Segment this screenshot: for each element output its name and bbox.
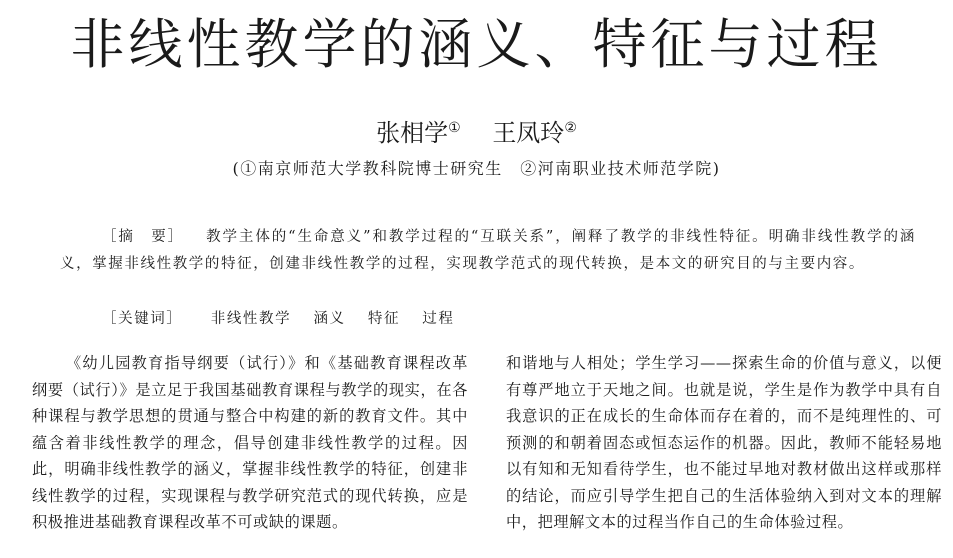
keyword: 非线性教学 <box>210 311 292 327</box>
body-left-column: 《幼儿园教育指导纲要（试行）》和《基础教育课程改革纲要（试行）》是立足于我国基础教育课程与教学的现实，在各种课程与教学思想的贯通与整合中构建的新的教育文件。其中蕴含着非线性教学的理念，倡导创建非线性教学的过程。因此，明确非线性教学的涵义，掌握非线性教学的特征，创建非线性教学的过程，实现课程与教学研究范式的现代转换，应是积极推进基础教育课程改革不可或缺的课题。 <box>32 354 468 531</box>
keyword: 涵义 <box>313 311 346 327</box>
author-1 <box>376 119 461 147</box>
paper-title: 非线性教学的涵义、特征与过程 <box>70 13 883 76</box>
author-2 <box>492 119 577 147</box>
abstract <box>60 224 916 278</box>
abstract-label: ［摘 要］ <box>102 229 185 245</box>
author-2-marker: ② <box>564 120 577 136</box>
keywords <box>102 308 902 330</box>
keywords-label: ［关键词］ <box>102 311 183 327</box>
body-right-column: 和谐地与人相处；学生学习——探索生命的价值与意义，以便有尊严地立于天地之间。也就是说，学生是作为教学中具有自我意识的正在成长的生命体而存在着的，而不是纯理性的、可预测的和朝着固态或恒态运作的机器。因此，教师不能轻易地以有知和无知看待学生，也不能过早地对教材做出这样或那样的结论，而应引导学生把自己的生活体验纳入到对文本的理解中，把理解文本的过程当作自己的生命体验过程。 <box>506 354 942 531</box>
affiliation: (①南京师范大学教科院博士研究生 ②河南职业技术师范学院) <box>232 159 721 178</box>
author-1-name: 张相学 <box>376 119 449 147</box>
author-2-name: 王凤玲 <box>492 119 565 147</box>
keyword: 过程 <box>422 311 455 327</box>
keyword: 特征 <box>367 311 401 327</box>
abstract-text: 教学主体的“生命意义”和教学过程的“互联关系”，阐释了教学的非线性特征。明确非线性教学的涵义，掌握非线性教学的特征，创建非线性教学的过程，实现教学范式的现代转换，是本文的研究目的与主要内容。 <box>60 229 917 272</box>
author-1-marker: ① <box>448 120 461 136</box>
author-line <box>0 118 953 148</box>
